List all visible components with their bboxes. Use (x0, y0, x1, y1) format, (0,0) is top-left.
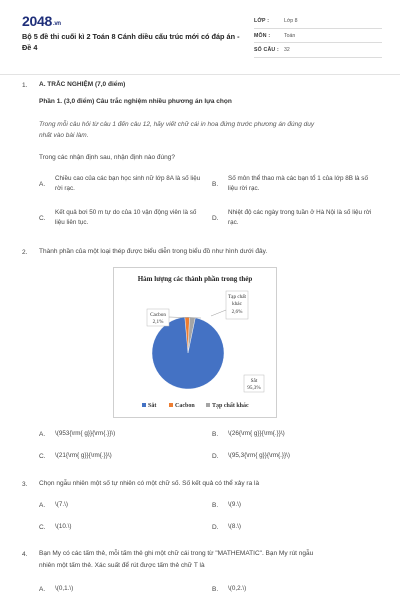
meta-key: SỐ CÂU : (254, 47, 279, 54)
option-d-text[interactable]: \(95,3{\rm{ g}}{\rm{.}}\) (228, 452, 290, 459)
legend-swatch (206, 403, 210, 407)
option-letter: A. (39, 586, 46, 593)
section-title: A. TRẮC NGHIỆM (7,0 điểm) (39, 81, 126, 88)
question-stem: Chọn ngẫu nhiên một số tự nhiên có một chữ số. Số kết quả có thể xảy ra là (39, 480, 260, 487)
legend-label: Tạp chất khác (212, 403, 249, 409)
option-letter: B. (212, 586, 219, 593)
meta-row-subject (254, 29, 382, 44)
pie-chart (113, 267, 277, 418)
document-title: Bộ 5 đề thi cuối kì 2 Toán 8 Cánh diều cấu trúc mới có đáp án - Đề 4 (22, 32, 240, 52)
legend-swatch (169, 403, 173, 407)
document-header (0, 0, 400, 74)
option-letter: B. (212, 431, 219, 438)
option-letter: A. (39, 181, 46, 188)
question-number: 4. (22, 551, 28, 558)
data-label-value: 2,6% (231, 309, 243, 315)
data-label-name: Sắt (250, 378, 258, 384)
legend-swatch (142, 403, 146, 407)
option-b-text[interactable]: \(0,2.\) (228, 585, 247, 592)
option-letter: D. (212, 215, 219, 222)
label-tap-chat (211, 291, 248, 319)
question-stem-line-2: nhiên một tấm thẻ. Xác suất để rút được tấm thẻ chữ T là (39, 562, 205, 569)
option-letter: A. (39, 502, 46, 509)
legend-label: Cacbon (175, 403, 195, 409)
question-stem: Thành phần của một loại thép được biểu diễn trong biểu đồ như hình dưới đây. (39, 248, 268, 255)
svg-text:Tạp chất: Tạp chất (227, 294, 247, 300)
option-c-text[interactable]: \(21{\rm{ g}}{\rm{.}}\) (55, 452, 112, 459)
option-a-text[interactable]: Chiều cao của các bạn học sinh nữ lớp 8A là số liệu rời rạc. (55, 175, 201, 192)
option-letter: A. (39, 431, 46, 438)
meta-value: 32 (284, 47, 290, 54)
pie-chart-svg (114, 268, 276, 417)
label-sat (244, 375, 264, 392)
meta-value: Lớp 8 (284, 17, 298, 24)
option-b-text[interactable]: Số môn thể thao mà các bạn tổ 1 của lớp 8B là số liệu rời rạc. (228, 175, 368, 192)
option-d-text[interactable]: Nhiệt độ các ngày trong tuần ở Hà Nội là số liệu rời rạc. (228, 209, 372, 226)
question-number: 1. (22, 82, 28, 89)
data-label-name: Cacbon (150, 312, 166, 318)
option-a-text[interactable]: \(7.\) (55, 501, 68, 508)
document-meta (254, 14, 382, 58)
option-c-text[interactable]: \(10.\) (55, 523, 72, 530)
meta-value: Toán (284, 32, 296, 39)
part-title: Phần 1. (3,0 điểm) Câu trắc nghiệm nhiều phương án lựa chọn (39, 98, 232, 105)
option-b-text[interactable]: \(9.\) (228, 501, 241, 508)
data-label-value: 95,3% (247, 385, 261, 391)
option-d-text[interactable]: \(8.\) (228, 523, 241, 530)
chart-title: Hàm lượng các thành phần trong thép (137, 275, 253, 283)
data-label-value: 2,1% (152, 319, 164, 325)
option-b-text[interactable]: \(26{\rm{ g}}{\rm{.}}\) (228, 430, 285, 437)
chart-legend (142, 402, 249, 409)
instruction-line-2: nhất vào bài làm. (39, 132, 89, 139)
meta-row-class (254, 14, 382, 29)
option-letter: D. (212, 524, 219, 531)
meta-key: LỚP : (254, 17, 270, 24)
header-divider (0, 74, 400, 75)
instruction-line-1: Trong mỗi câu hỏi từ câu 1 đến câu 12, hãy viết chữ cái in hoa đứng trước phương án đúng duy (39, 121, 315, 128)
question-number: 2. (22, 249, 28, 256)
option-letter: B. (212, 502, 219, 509)
site-logo[interactable]: 2048.vn (22, 13, 61, 29)
option-a-text[interactable]: \(0,1.\) (55, 585, 74, 592)
question-stem-line-1: Bạn My có các tấm thẻ, mỗi tấm thẻ ghi một chữ cái trong từ "MATHEMATIC". Bạn My rút ngẫu (39, 550, 314, 557)
option-a-text[interactable]: \(953{\rm{ g}}{\rm{.}}\) (55, 430, 116, 437)
legend-label: Sắt (148, 403, 157, 409)
option-letter: B. (212, 181, 219, 188)
option-letter: C. (39, 215, 46, 222)
option-letter: C. (39, 453, 46, 460)
option-letter: C. (39, 524, 46, 531)
meta-key: MÔN : (254, 32, 271, 39)
svg-text:khác: khác (232, 301, 242, 307)
question-number: 3. (22, 481, 28, 488)
option-c-text[interactable]: Kết quả bơi 50 m tự do của 10 vận động viên là số liệu liên tục. (55, 209, 197, 226)
meta-row-count (254, 43, 382, 58)
question-stem: Trong các nhận định sau, nhận định nào đúng? (39, 154, 176, 161)
option-letter: D. (212, 453, 219, 460)
